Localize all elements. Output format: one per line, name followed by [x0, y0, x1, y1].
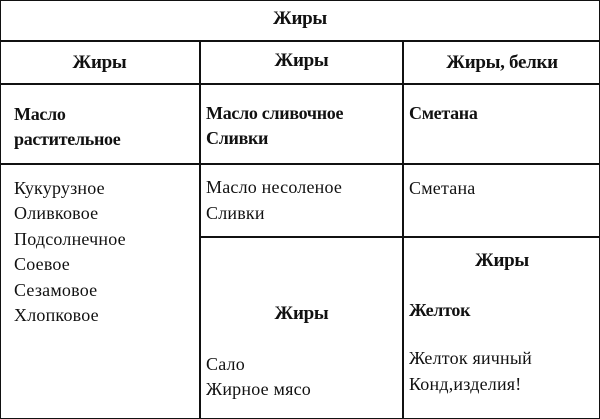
lower-section-divider [200, 236, 600, 238]
list-item: Желток яичный [409, 348, 532, 368]
list-item: Сало [206, 354, 245, 374]
list-item: Соевое [14, 254, 70, 274]
subheader-3: Сметана [409, 103, 478, 123]
list-item: Сезамовое [14, 280, 98, 300]
subheader-2-line-2: Сливки [206, 128, 269, 148]
list-item: Подсолнечное [14, 229, 126, 249]
list-item: Масло несоленое [206, 177, 343, 197]
column-header-2: Жиры [274, 50, 329, 71]
column-header-1: Жиры [72, 52, 127, 73]
title-divider [0, 40, 600, 42]
header-divider [0, 83, 600, 85]
table-title: Жиры [273, 8, 327, 29]
lower-right-header: Жиры [475, 250, 529, 271]
column-header-3: Жиры, белки [446, 52, 558, 73]
subheader-divider [0, 163, 600, 165]
column-divider-2 [402, 40, 404, 419]
list-item: Сметана [409, 178, 476, 198]
list-item: Оливковое [14, 203, 99, 223]
column-divider-1 [199, 40, 201, 419]
list-item: Конд,изделия! [409, 374, 522, 394]
list-item: Хлопковое [14, 305, 99, 325]
subheader-2-line-1: Масло сливочное [206, 103, 344, 123]
lower-middle-header: Жиры [274, 303, 329, 324]
list-item: Сливки [206, 203, 265, 223]
lower-right-subheader: Желток [409, 300, 471, 320]
subheader-1-line-1: Масло [14, 104, 66, 124]
list-item: Кукурузное [14, 178, 105, 198]
subheader-1-line-2: растительное [14, 129, 121, 149]
list-item: Жирное мясо [206, 379, 311, 399]
